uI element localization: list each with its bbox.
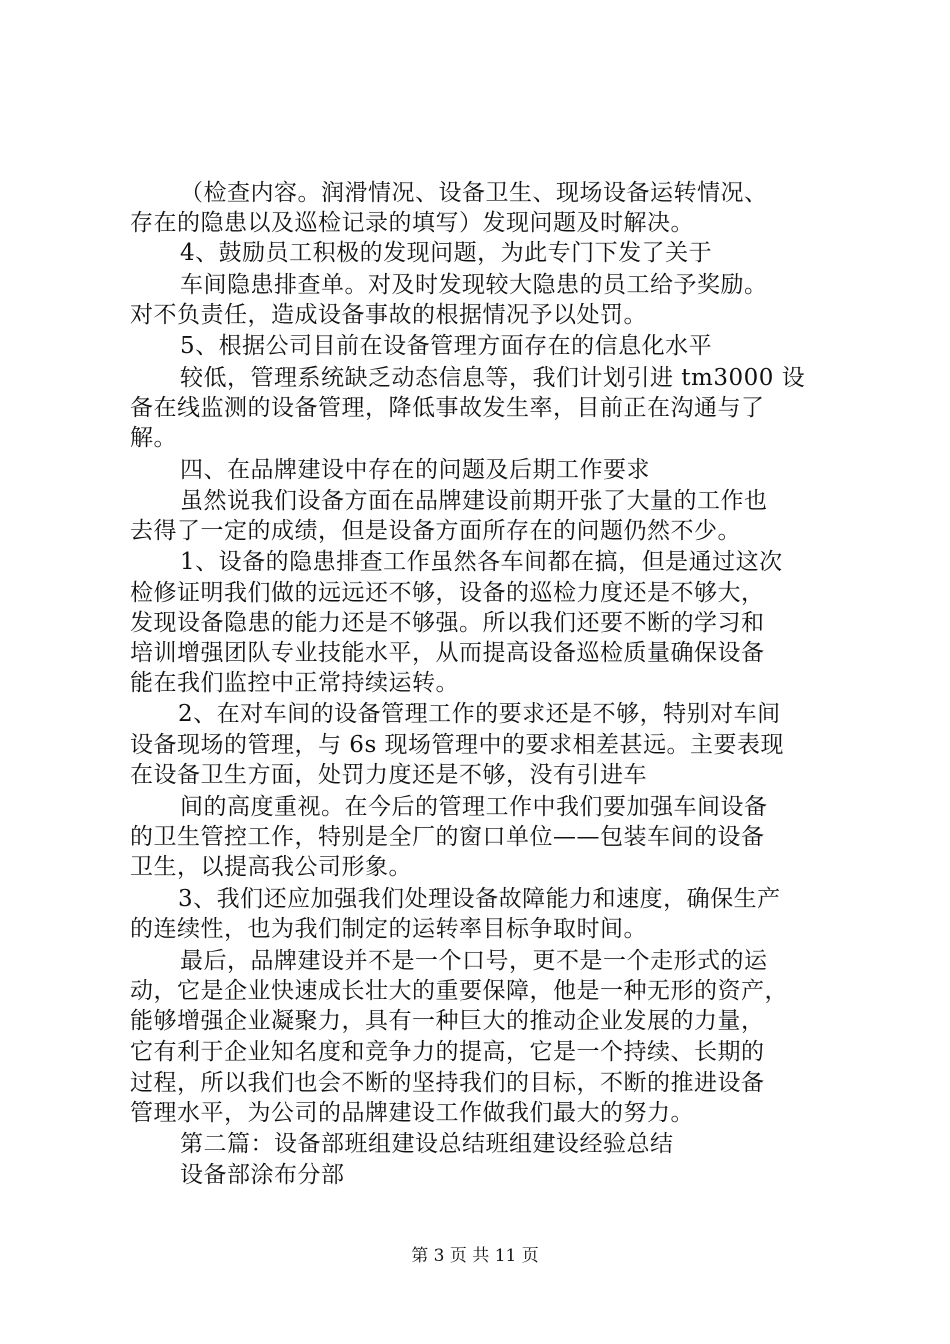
text-line: 对不负责任，造成设备事故的根据情况予以处罚。 [130,302,647,328]
text-line: 去得了一定的成绩，但是设备方面所存在的问题仍然不少。 [130,518,741,544]
page-number-footer: 第 3 页 共 11 页 [411,1246,539,1266]
text-line: （检查内容。润滑情况、设备卫生、现场设备运转情况、 [180,180,768,206]
text-line: 检修证明我们做的远远还不够，设备的巡检力度还是不够大， [130,580,765,606]
text-line: 卫生，以提高我公司形象。 [130,854,412,880]
text-line: 设备现场的管理，与 6s 现场管理中的要求相差甚远。主要表现 [130,732,785,758]
section-heading: 第二篇：设备部班组建设总结班组建设经验总结 [180,1131,674,1157]
text-line: 2、在对车间的设备管理工作的要求还是不够，特别对车间 [178,701,781,727]
text-line: 的卫生管控工作，特别是全厂的窗口单位——包装车间的设备 [130,824,765,850]
text-line: 1、设备的隐患排查工作虽然各车间都在搞，但是通过这次 [180,549,783,575]
text-line: 最后，品牌建设并不是一个口号，更不是一个走形式的运 [180,948,768,974]
text-line: 设备部涂布分部 [180,1162,345,1188]
text-line: 管理水平，为公司的品牌建设工作做我们最大的努力。 [130,1100,694,1126]
text-line: 存在的隐患以及巡检记录的填写）发现问题及时解决。 [130,210,694,236]
text-line: 4、鼓励员工积极的发现问题，为此专门下发了关于 [180,240,713,266]
text-line: 能在我们监控中正常持续运转。 [130,670,459,696]
text-line: 的连续性，也为我们制定的运转率目标争取时间。 [130,916,647,942]
text-line: 动，它是企业快速成长壮大的重要保障，他是一种无形的资产， [130,978,788,1004]
text-line: 解。 [130,425,177,451]
text-line: 培训增强团队专业技能水平，从而提高设备巡检质量确保设备 [130,640,765,666]
text-line: 发现设备隐患的能力还是不够强。所以我们还要不断的学习和 [130,610,765,636]
text-line: 能够增强企业凝聚力，具有一种巨大的推动企业发展的力量， [130,1008,765,1034]
text-line: 过程，所以我们也会不断的坚持我们的目标，不断的推进设备 [130,1070,765,1096]
text-line: 间的高度重视。在今后的管理工作中我们要加强车间设备 [180,794,768,820]
text-line: 3、我们还应加强我们处理设备故障能力和速度，确保生产 [178,886,781,912]
text-line: 它有利于企业知名度和竞争力的提高，它是一个持续、长期的 [130,1039,765,1065]
text-line: 5、根据公司目前在设备管理方面存在的信息化水平 [180,333,713,359]
text-line: 在设备卫生方面，处罚力度还是不够，没有引进车 [130,762,647,788]
text-line: 较低，管理系统缺乏动态信息等，我们计划引进 tm3000 设 [180,365,806,391]
text-line: 虽然说我们设备方面在品牌建设前期开张了大量的工作也 [180,488,768,514]
section-heading: 四、在品牌建设中存在的问题及后期工作要求 [180,457,650,483]
text-line: 车间隐患排查单。对及时发现较大隐患的员工给予奖励。 [180,272,768,298]
text-line: 备在线监测的设备管理，降低事故发生率，目前正在沟通与了 [130,395,765,421]
